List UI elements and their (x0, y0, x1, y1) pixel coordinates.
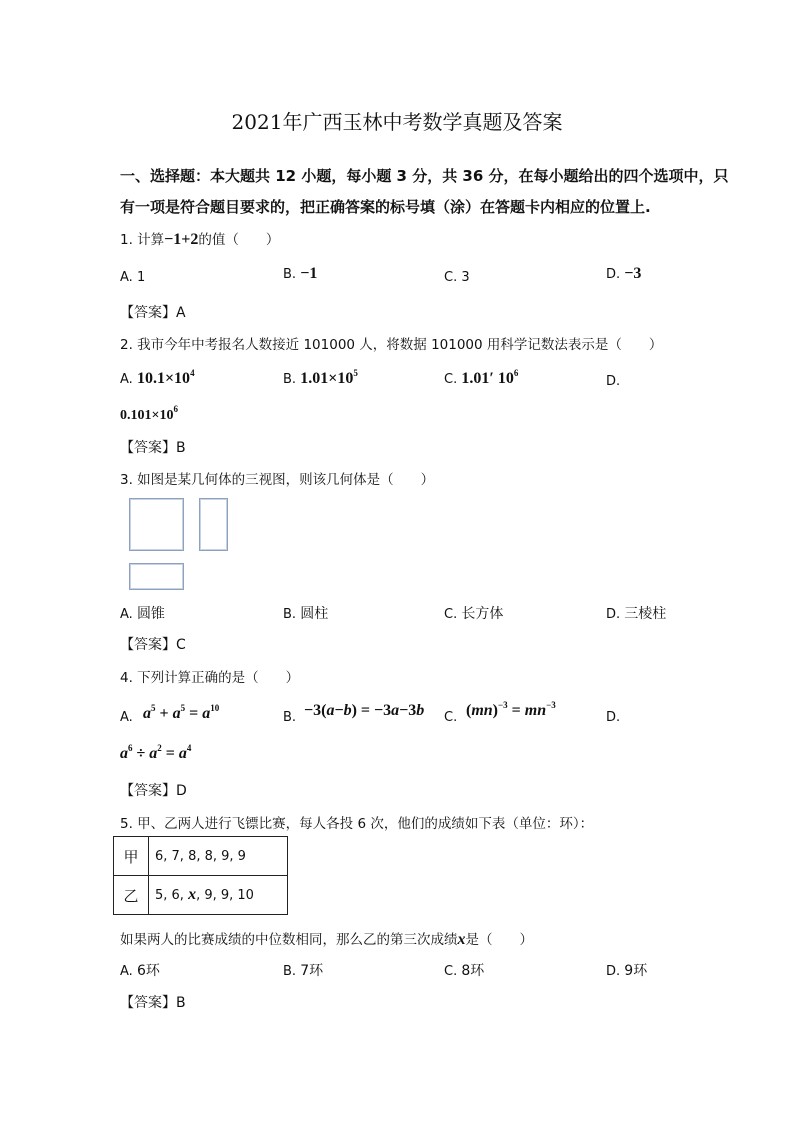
option-label: A. (120, 270, 133, 285)
option-label: A. (120, 607, 133, 622)
q4-option-a-formula: $a^5 + a^5 = a^{10}$ (143, 703, 220, 722)
option-value: 圆锥 (136, 606, 165, 622)
option-label: B. (283, 607, 297, 622)
q4-option-b-label: B. (283, 710, 297, 725)
option-value: 8环 (461, 963, 485, 979)
q2-option-a (120, 368, 195, 388)
option-value: 圆柱 (300, 606, 329, 622)
q3-answer: 【答案】C (120, 637, 186, 653)
q2-option-b (283, 368, 358, 388)
option-value: 9环 (624, 963, 648, 979)
q4-option-d-label: D. (606, 710, 621, 725)
q1-option-b (283, 265, 317, 283)
option-value: 1.01′ $10^6$ (461, 368, 519, 387)
q2-answer: 【答案】B (120, 440, 186, 456)
q1-option-d (606, 265, 641, 283)
q4-option-c-formula: $(mn)^{-3} = mn^{-3}$ (466, 700, 556, 719)
option-label: D. (606, 267, 621, 282)
option-value: 6环 (136, 963, 160, 979)
option-label: C. (444, 964, 458, 979)
option-label: B. (283, 267, 297, 282)
option-value: 1 (136, 270, 146, 285)
q4-option-c-label: C. (444, 710, 458, 725)
side-view-figure (199, 498, 228, 551)
q1-option-a (120, 270, 145, 285)
option-label: C. (444, 607, 458, 622)
player-name: 乙 (114, 876, 149, 915)
q1-option-c (444, 270, 470, 285)
option-label: C. (444, 372, 458, 387)
q2-option-d-label: D. (606, 374, 621, 389)
q4-option-b-formula: −3(a−b) = −3a−3b (304, 702, 425, 719)
section-header-line2: 有一项是符合题目要求的，把正确答案的标号填（涂）在答题卡内相应的位置上. (120, 198, 651, 216)
score-table (113, 836, 288, 915)
option-label: A. (120, 372, 133, 387)
q5-option-a (120, 960, 160, 980)
q3-option-a (120, 603, 165, 623)
q3-option-d (606, 603, 666, 623)
option-label: D. (606, 964, 621, 979)
table-row (114, 837, 288, 876)
player-scores: 5, 6, x, 9, 9, 10 (149, 876, 288, 915)
q2-option-c (444, 368, 518, 388)
q5-option-c (444, 960, 484, 980)
section-header-line1: 一、选择题：本大题共 12 小题，每小题 3 分，共 36 分，在每小题给出的四个选项中，只 (120, 167, 729, 185)
table-row (114, 876, 288, 915)
q2-option-d (120, 404, 178, 424)
option-label: A. (120, 964, 133, 979)
q5-followup: 如果两人的比赛成绩的中位数相同，那么乙的第三次成绩x是（ ） (120, 931, 533, 948)
q5-option-d (606, 960, 647, 980)
q1-expression: −1+2 (164, 231, 199, 248)
option-value: −1 (300, 265, 318, 282)
option-value: 7环 (300, 963, 324, 979)
question-5: 5. 甲、乙两人进行飞镖比赛，每人各投 6 次，他们的成绩如下表（单位：环）： (120, 816, 594, 832)
option-value: 三棱柱 (624, 606, 667, 622)
question-4: 4. 下列计算正确的是（ ） (120, 670, 300, 686)
q1-answer: 【答案】A (120, 305, 186, 321)
q3-option-b (283, 603, 328, 623)
option-value: −3 (624, 265, 642, 282)
option-label: B. (283, 372, 297, 387)
option-value: 长方体 (461, 606, 504, 622)
q5-answer: 【答案】B (120, 995, 186, 1011)
question-1 (120, 228, 279, 249)
top-view-figure (129, 563, 184, 590)
q4-option-a-label: A. (120, 710, 133, 725)
q5-option-b (283, 960, 323, 980)
option-value: 3 (461, 270, 470, 285)
option-label: B. (283, 964, 297, 979)
q3-option-c (444, 603, 503, 623)
option-value: $1.01\times 10^5$ (300, 368, 358, 387)
q1-suffix: 的值（ ） (198, 232, 280, 248)
question-3: 3. 如图是某几何体的三视图，则该几何体是（ ） (120, 472, 435, 488)
option-label: D. (606, 607, 621, 622)
document-title: 2021年广西玉林中考数学真题及答案 (231, 110, 563, 134)
option-value: $0.101\times 10^6$ (120, 404, 178, 423)
front-view-figure (129, 498, 184, 551)
option-value: $10.1\times 10^4$ (136, 368, 195, 387)
question-2: 2. 我市今年中考报名人数接近 101000 人，将数据 101000 用科学记数法表示是（ ） (120, 337, 663, 353)
player-scores: 6, 7, 8, 8, 9, 9 (149, 837, 288, 876)
player-name: 甲 (114, 837, 149, 876)
option-label: C. (444, 270, 458, 285)
q1-prefix: 1. 计算 (120, 232, 165, 248)
q4-option-d-formula: $a^6 \div a^2 = a^4$ (120, 743, 192, 762)
q4-answer: 【答案】D (120, 783, 187, 799)
